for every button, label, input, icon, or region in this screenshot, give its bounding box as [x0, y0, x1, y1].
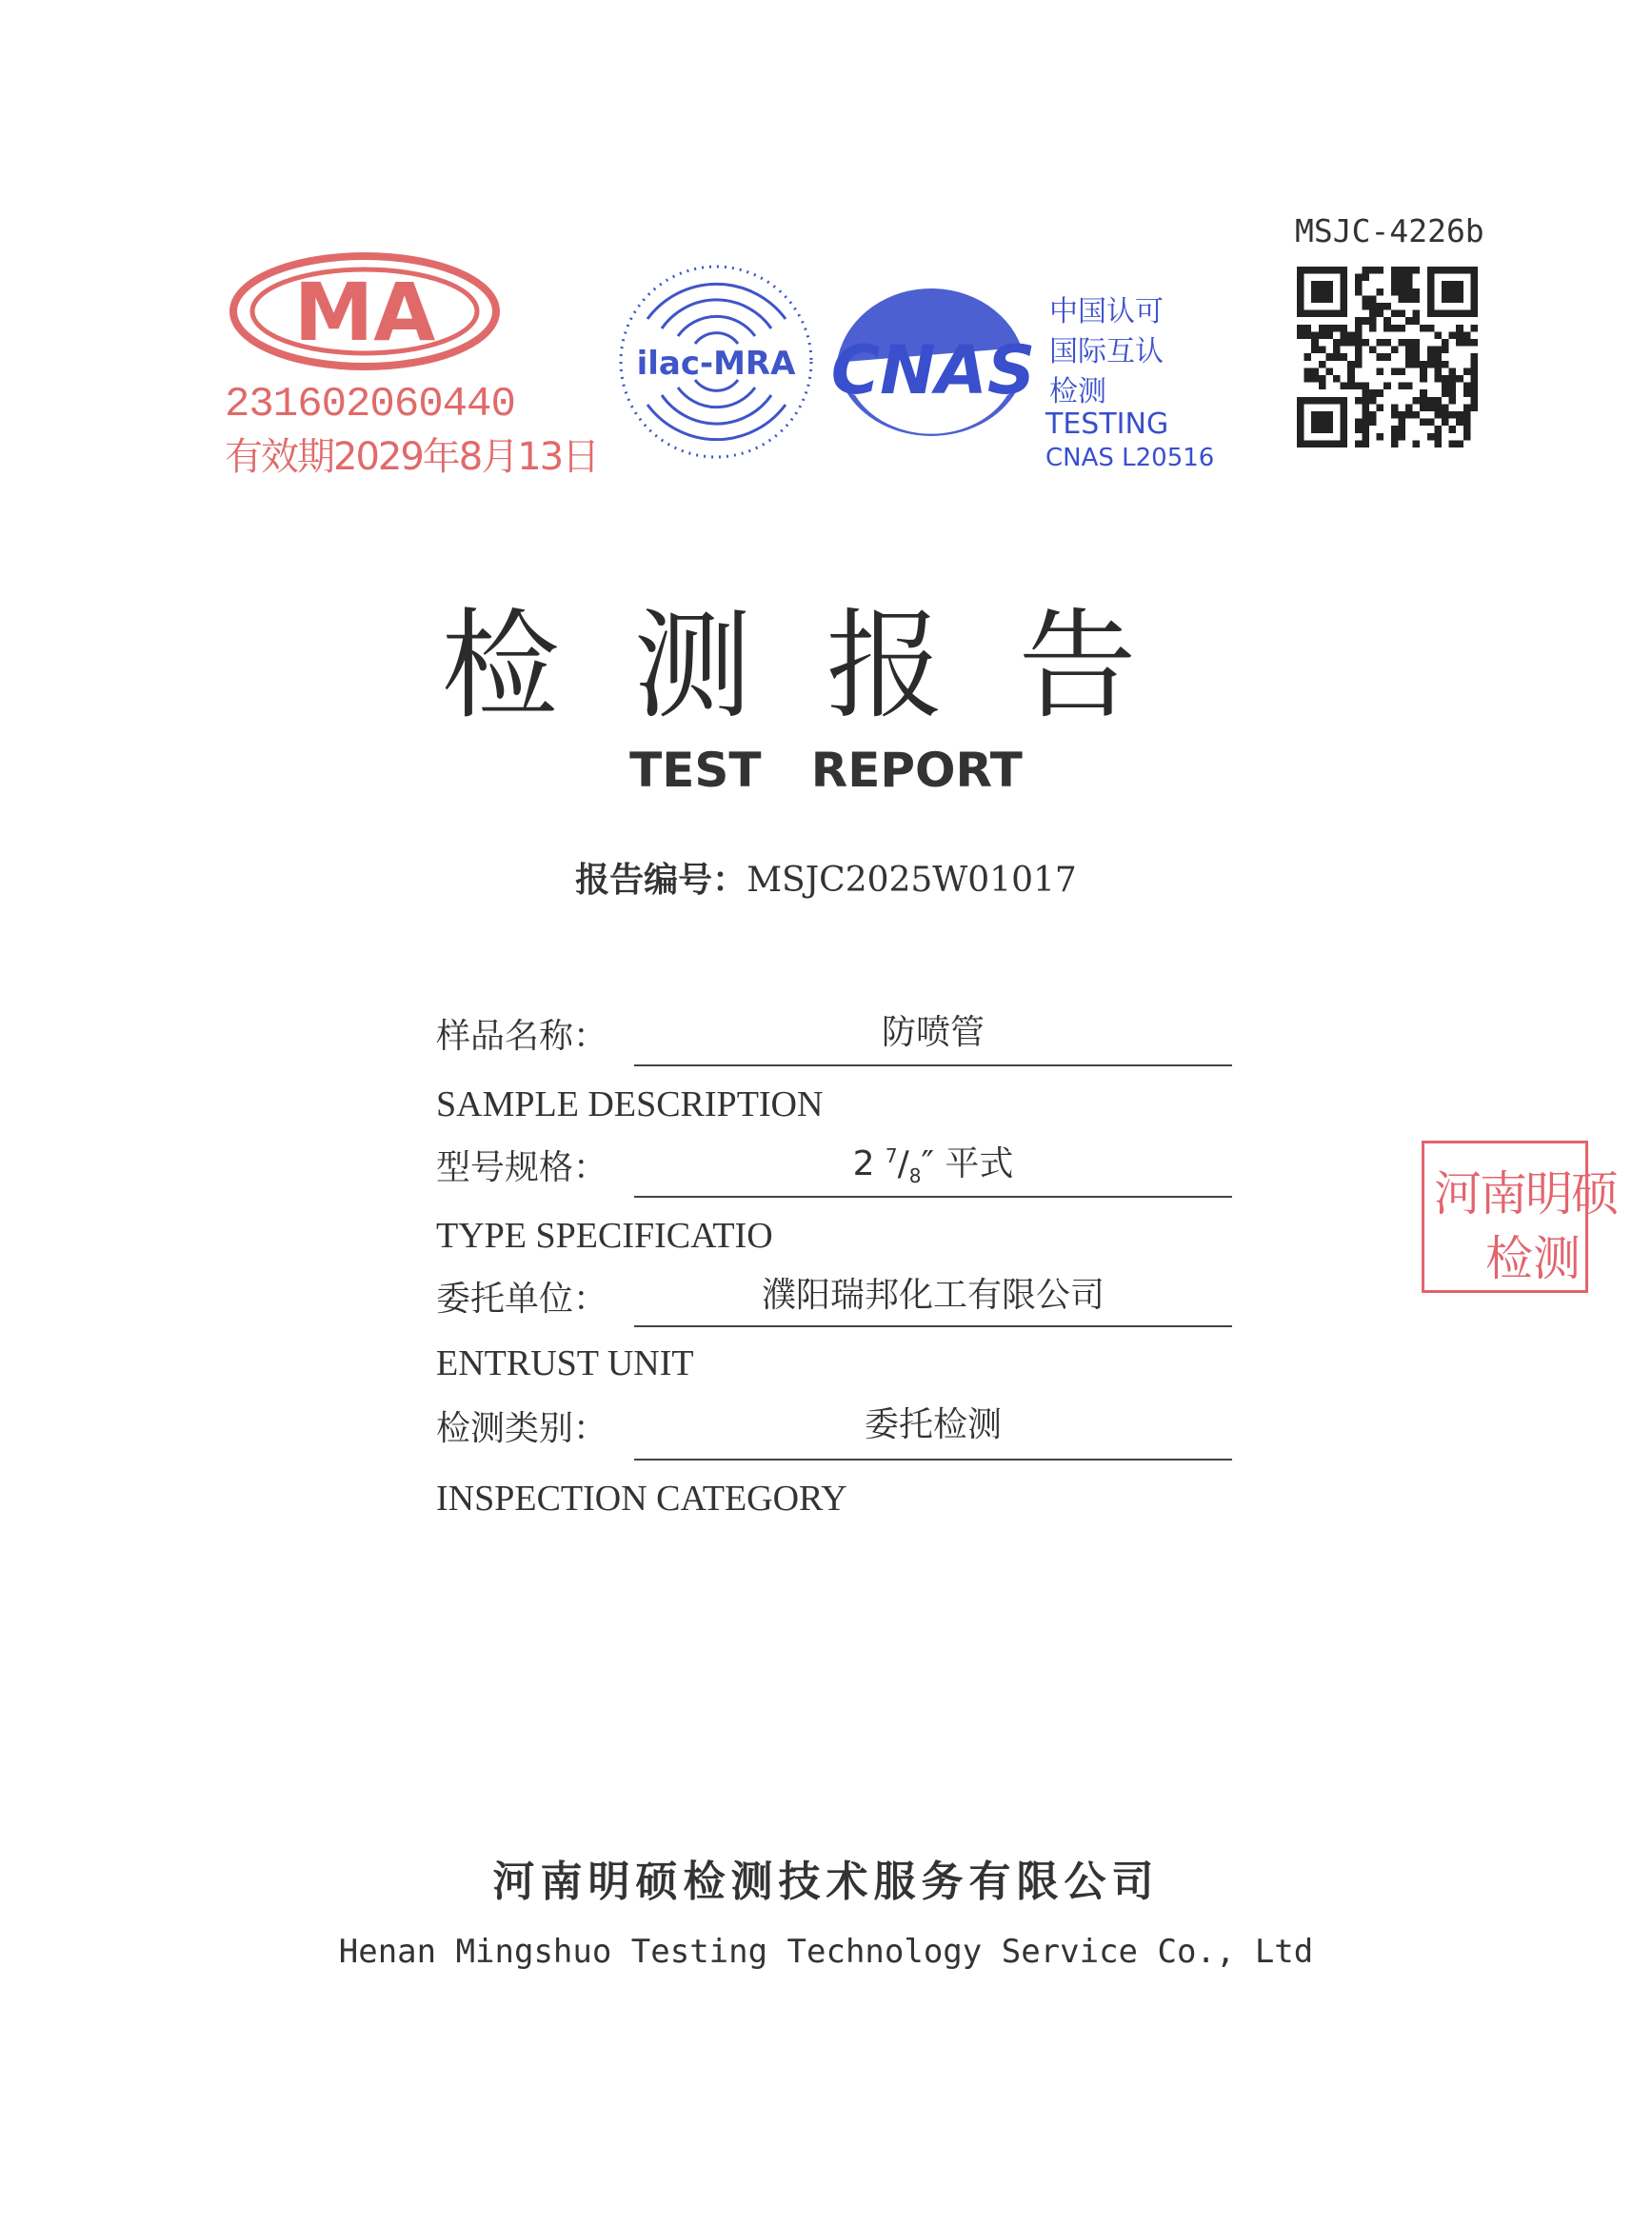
type-spec-label: 型号规格： [436, 1148, 608, 1187]
page-title-cn: 检测报告 [441, 598, 1211, 735]
cma-logo-text: MA [293, 266, 436, 359]
type-specification-label-en: TYPE SPECIFICATIO [436, 1216, 773, 1256]
type-spec-whole: 2 [852, 1144, 875, 1183]
cnas-logo-text: CNAS [830, 331, 1036, 409]
sample-name-value: 防喷管 [881, 1013, 985, 1052]
cnas-accreditation-code: CNAS L20516 [1045, 444, 1215, 472]
company-seal-line1: 河南明硕 [1434, 1166, 1617, 1222]
cma-logo [227, 249, 503, 373]
entrust-unit-value: 濮阳瑞邦化工有限公司 [761, 1276, 1105, 1315]
cma-validity: 有效期2029年8月13日 [225, 435, 599, 479]
type-spec-rest: ″ 平式 [921, 1144, 1014, 1183]
inspection-category-underline [634, 1459, 1232, 1461]
cnas-caption-line3: 检测 [1049, 375, 1106, 408]
type-spec-denominator: 8 [908, 1164, 922, 1188]
qr-code-label: MSJC-4226b [1295, 212, 1484, 249]
type-spec-value: 2 $^7/_8''$ 平式 [852, 1144, 1014, 1188]
report-number [0, 853, 1652, 902]
type-spec-underline [634, 1196, 1232, 1198]
cnas-caption-line2: 国际互认 [1049, 335, 1164, 368]
company-name-cn: 河南明硕检测技术服务有限公司 [492, 1858, 1160, 1906]
report-number-label: 报告编号： [575, 861, 747, 900]
sample-name-underline [634, 1064, 1232, 1066]
qr-code-icon[interactable] [1297, 267, 1478, 447]
entrust-unit-underline [634, 1325, 1232, 1327]
report-number-value: MSJC2025W01017 [746, 861, 1077, 900]
inspection-category-value: 委托检测 [864, 1405, 1002, 1444]
cnas-testing-label: TESTING [1045, 407, 1169, 441]
type-spec-numerator: 7 [885, 1144, 898, 1167]
page-title-en: TEST REPORT [629, 743, 1023, 798]
ilac-logo-text: ilac-MRA [636, 345, 796, 383]
sample-name-label: 样品名称： [436, 1017, 608, 1056]
cma-number: 231602060440 [225, 381, 515, 428]
company-name-en: Henan Mingshuo Testing Technology Service Co., Ltd [338, 1933, 1314, 1971]
entrust-unit-label: 委托单位： [436, 1280, 608, 1319]
ilac-mra-logo [619, 262, 814, 462]
entrust-unit-label-en: ENTRUST UNIT [436, 1343, 694, 1383]
sample-description-label-en: SAMPLE DESCRIPTION [436, 1084, 824, 1124]
cnas-logo [817, 281, 1050, 462]
inspection-category-label: 检测类别： [436, 1409, 608, 1448]
inspection-category-label-en: INSPECTION CATEGORY [436, 1479, 847, 1519]
company-seal-line2: 检测 [1485, 1231, 1581, 1286]
cnas-caption-line1: 中国认可 [1049, 295, 1164, 328]
